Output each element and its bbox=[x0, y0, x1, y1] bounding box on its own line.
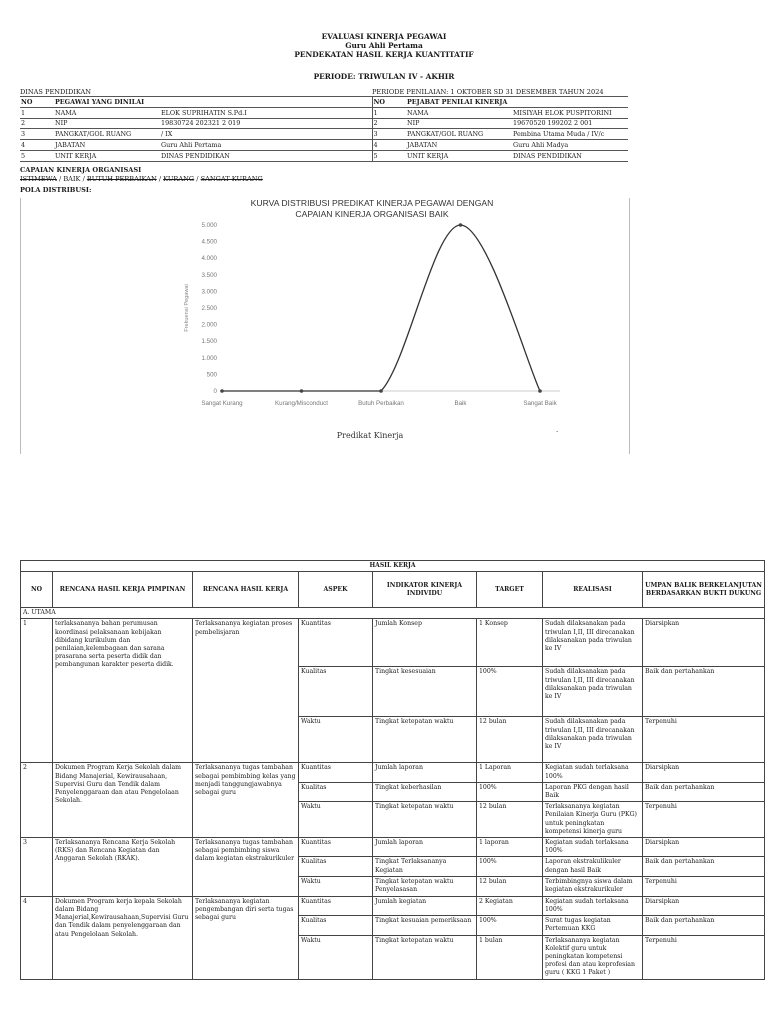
realisasi-cell: Sudah dilaksanakan pada triwulan I,II, III direcanakan dilaksanakan pada triwulan ke IV bbox=[543, 667, 643, 717]
capaian-separator: / bbox=[194, 175, 201, 183]
pegawai-row-label: UNIT KERJA bbox=[54, 150, 160, 161]
pegawai-row-label: JABATAN bbox=[54, 140, 160, 151]
x-tick-label: Kurang/Misconduct bbox=[275, 400, 328, 407]
data-points bbox=[220, 223, 542, 393]
rencana-hasil-kerja-cell: Terlaksananya kegiatan pengembangan diri serta tugas sebagai guru bbox=[193, 896, 299, 979]
penilai-row-value: 19670520 199202 2 001 bbox=[512, 118, 628, 129]
realisasi-cell: Terlaksananya kegiatan Kolektif guru untuk peningkatan kompetensi profesi dan atau keprofesian guru ( KKG 1 Paket ) bbox=[543, 935, 643, 979]
penilai-row-value: Guru Ahli Madya bbox=[512, 140, 628, 151]
indikator-cell: Tingkat ketepatan waktu bbox=[373, 935, 477, 979]
doc-subtitle-pendekatan: PENDEKATAN HASIL KERJA KUANTITATIF bbox=[294, 50, 474, 59]
rencana-pimpinan-cell: Terlaksananya Rencana Kerja Sekolah (RKS) dan Rencana Kegiatan dan Anggaran Sekolah (RKAK). bbox=[53, 838, 193, 897]
umpan-cell: Baik dan pertahankan bbox=[643, 782, 765, 801]
realisasi-cell: Laporan PKG dengan hasil Baik bbox=[543, 782, 643, 801]
realisasi-cell: Sudah dilaksanakan pada triwulan I,II, III direcanakan dilaksanakan pada triwulan ke IV bbox=[543, 619, 643, 667]
target-cell: 100% bbox=[477, 782, 543, 801]
col-header-no: NO bbox=[21, 572, 53, 608]
indikator-cell: Jumlah Konsep bbox=[373, 619, 477, 667]
capaian-sangat-kurang: SANGAT KURANG bbox=[200, 175, 263, 183]
y-tick-label: 4.000 bbox=[201, 255, 217, 263]
pegawai-row-no: 1 bbox=[20, 107, 54, 118]
y-tick-label: 1.000 bbox=[201, 354, 217, 362]
target-cell: 2 Kegiatan bbox=[477, 896, 543, 915]
pegawai-row-value: / IX bbox=[160, 129, 372, 140]
rencana-pimpinan-cell: Dokumen Program kerja kepala Sekolah dalam Bidang Manajerial,Kewirausahaan,Supervisi Guru dan Tendik dalam penyelenggaraan dan atau Pengelolaan Sekolah. bbox=[53, 896, 193, 979]
pegawai-row-label: NIP bbox=[54, 118, 160, 129]
umpan-cell: Terpenuhi bbox=[643, 876, 765, 896]
aspek-cell: Waktu bbox=[299, 935, 373, 979]
target-cell: 100% bbox=[477, 916, 543, 935]
indikator-cell: Tingkat Terlaksananya Kegiatan bbox=[373, 857, 477, 876]
capaian-label: CAPAIAN KINERJA ORGANISASI bbox=[20, 166, 142, 174]
capaian-butuh-perbaikan: BUTUH PERBAIKAN bbox=[86, 175, 157, 183]
umpan-cell: Baik dan pertahankan bbox=[643, 667, 765, 717]
pegawai-row-no: 2 bbox=[20, 118, 54, 129]
umpan-cell: Terpenuhi bbox=[643, 935, 765, 979]
umpan-cell: Baik dan pertahankan bbox=[643, 916, 765, 935]
realisasi-cell: Terbimbingnya siswa dalam kegiatan ekstrakurikuler bbox=[543, 876, 643, 896]
realisasi-cell: Kegiatan sudah terlaksana 100% bbox=[543, 896, 643, 915]
chart-title-line2: CAPAIAN KINERJA ORGANISASI BAIK bbox=[295, 209, 449, 219]
y-axis-label: Frekuensi Pegawai bbox=[184, 284, 190, 332]
data-point bbox=[459, 223, 463, 227]
realisasi-cell: Laporan ekstrakulikuler dengan hasil Baik bbox=[543, 857, 643, 876]
penilai-header: PEJABAT PENILAI KINERJA bbox=[406, 97, 628, 108]
penilai-row-label: NIP bbox=[406, 118, 512, 129]
penilai-row-no: 2 bbox=[372, 118, 406, 129]
target-cell: 100% bbox=[477, 857, 543, 876]
y-tick-label: 3.500 bbox=[201, 271, 217, 279]
aspek-cell: Kualitas bbox=[299, 857, 373, 876]
y-tick-label: 4.500 bbox=[201, 238, 217, 246]
y-tick-label: 0 bbox=[213, 388, 217, 395]
umpan-cell: Baik dan pertahankan bbox=[643, 857, 765, 876]
chart-title-line1: KURVA DISTRIBUSI PREDIKAT KINERJA PEGAWAI DENGAN bbox=[250, 198, 494, 208]
capaian-kurang: KURANG bbox=[163, 175, 195, 183]
pegawai-row-no: 4 bbox=[20, 140, 54, 151]
section-utama: A. UTAMA bbox=[21, 608, 765, 619]
aspek-cell: Kuantitas bbox=[299, 619, 373, 667]
y-tick-label: 2.500 bbox=[201, 305, 217, 312]
umpan-cell: Terpenuhi bbox=[643, 802, 765, 838]
aspek-cell: Kualitas bbox=[299, 667, 373, 717]
table-row bbox=[21, 763, 765, 782]
x-tick-label: Butuh Perbaikan bbox=[358, 400, 404, 407]
col-header-indikator: INDIKATOR KINERJA INDIVIDU bbox=[373, 572, 477, 608]
pegawai-row-value: ELOK SUPRIHATIN S.Pd.I bbox=[160, 107, 372, 118]
data-point bbox=[379, 389, 383, 393]
target-cell: 1 Laporan bbox=[477, 763, 543, 782]
rencana-pimpinan-cell: terlaksananya bahan perumusan koordinasi pelaksanaan kebijakan dibidang kurikulum dan penilaian,kelembagaan dan sarana prasarana serta peserta didik dan pembangunan karakter peserta didik. bbox=[53, 619, 193, 763]
realisasi-cell: Kegiatan sudah terlaksana 100% bbox=[543, 763, 643, 782]
distribution-curve bbox=[222, 225, 540, 391]
rencana-hasil-kerja-cell: Terlaksananya kegiatan proses pembelisjaran bbox=[193, 619, 299, 763]
aspek-cell: Kualitas bbox=[299, 782, 373, 801]
hasil-kerja-title: HASIL KERJA bbox=[21, 561, 765, 572]
indikator-cell: Tingkat ketepatan waktu bbox=[373, 802, 477, 838]
realisasi-cell: Terlaksananya kegiatan Penilaian Kinerja Guru (PKG) untuk peningkatan kompetensi kinerja guru bbox=[543, 802, 643, 838]
penilai-no-header: NO bbox=[372, 97, 406, 108]
umpan-cell: Diarsipkan bbox=[643, 896, 765, 915]
pegawai-no-header: NO bbox=[20, 97, 54, 108]
x-axis bbox=[201, 400, 557, 407]
penilai-row-no: 1 bbox=[372, 107, 406, 118]
penilai-row-value: MISIYAH ELOK PUSPITORINI bbox=[512, 107, 628, 118]
target-cell: 1 Konsep bbox=[477, 619, 543, 667]
indikator-cell: Tingkat ketepatan waktu Penyelasasan bbox=[373, 876, 477, 896]
realisasi-cell: Kegiatan sudah terlaksana 100% bbox=[543, 838, 643, 857]
umpan-cell: Diarsipkan bbox=[643, 838, 765, 857]
aspek-cell: Kuantitas bbox=[299, 838, 373, 857]
penilai-row-label: NAMA bbox=[406, 107, 512, 118]
penilai-row-no: 4 bbox=[372, 140, 406, 151]
pola-distribusi-label: POLA DISTRIBUSI: bbox=[20, 186, 92, 194]
col-header-realisasi: REALISASI bbox=[543, 572, 643, 608]
penilai-row-label: JABATAN bbox=[406, 140, 512, 151]
y-tick-label: 500 bbox=[206, 371, 217, 379]
indikator-cell: Tingkat kesesuaian bbox=[373, 667, 477, 717]
penilai-row-value: Pembina Utama Muda / IV/c bbox=[512, 129, 628, 140]
dinas-label: DINAS PENDIDIKAN bbox=[20, 88, 92, 96]
target-cell: 100% bbox=[477, 667, 543, 717]
rencana-hasil-kerja-cell: Terlaksananya tugas tambahan sebagai pembimbing kelas yang menjadi tanggungjawabnya sebagai guru bbox=[193, 763, 299, 838]
capaian-separator: / bbox=[56, 175, 64, 183]
hasil-kerja-table bbox=[20, 560, 765, 980]
indikator-cell: Tingkat ketepatan waktu bbox=[373, 717, 477, 763]
table-row bbox=[21, 838, 765, 857]
capaian-baik: BAIK bbox=[63, 175, 81, 183]
row-no: 3 bbox=[21, 838, 53, 897]
data-point bbox=[300, 389, 304, 393]
rencana-hasil-kerja-cell: Terlaksananya tugas tambahan sebagai pembimbing siswa dalam kegiatan ekstrakurikuler bbox=[193, 838, 299, 897]
umpan-cell: Terpenuhi bbox=[643, 717, 765, 763]
indikator-cell: Jumlah laporan bbox=[373, 763, 477, 782]
table-row bbox=[21, 896, 765, 915]
row-no: 1 bbox=[21, 619, 53, 763]
capaian-istimewa: ISTIMEWA bbox=[20, 175, 57, 183]
target-cell: 1 laporan bbox=[477, 838, 543, 857]
pegawai-header: PEGAWAI YANG DINILAI bbox=[54, 97, 372, 108]
row-no: 4 bbox=[21, 896, 53, 979]
data-point bbox=[538, 389, 542, 393]
x-tick-label: Sangat Baik bbox=[523, 400, 557, 407]
x-axis-label: Predikat Kinerja bbox=[336, 431, 404, 440]
pegawai-row-no: 5 bbox=[20, 150, 54, 161]
pegawai-row-label: PANGKAT/GOL RUANG bbox=[54, 129, 160, 140]
col-header-aspek: ASPEK bbox=[299, 572, 373, 608]
col-header-rencana-pimpinan: RENCANA HASIL KERJA PIMPINAN bbox=[53, 572, 193, 608]
pegawai-row-value: DINAS PENDIDIKAN bbox=[160, 150, 372, 161]
row-no: 2 bbox=[21, 763, 53, 838]
penilai-row-no: 5 bbox=[372, 150, 406, 161]
aspek-cell: Kuantitas bbox=[299, 763, 373, 782]
doc-subtitle-jabatan: Guru Ahli Pertama bbox=[345, 41, 423, 50]
umpan-cell: Diarsipkan bbox=[643, 763, 765, 782]
pegawai-row-value: Guru Ahli Pertama bbox=[160, 140, 372, 151]
capaian-separator: / bbox=[80, 175, 87, 183]
y-tick-label: 3.000 bbox=[201, 288, 217, 296]
aspek-cell: Kualitas bbox=[299, 916, 373, 935]
pegawai-row-value: 19830724 202321 2 019 bbox=[160, 118, 372, 129]
data-point bbox=[220, 389, 224, 393]
aspek-cell: Waktu bbox=[299, 802, 373, 838]
indikator-cell: Jumlah laporan bbox=[373, 838, 477, 857]
pegawai-row-label: NAMA bbox=[54, 107, 160, 118]
y-tick-label: 1.500 bbox=[201, 338, 217, 346]
rencana-pimpinan-cell: Dokumen Program Kerja Sekolah dalam Bidang Manajerial, Kewirausahaan, Supervisi Guru dan Tendik dalam Penyelenggaraan dan atau Pengelolaan Sekolah. bbox=[53, 763, 193, 838]
indikator-cell: Tingkat keberhasilan bbox=[373, 782, 477, 801]
capaian-separator: / bbox=[156, 175, 164, 183]
aspek-cell: Kuantitas bbox=[299, 896, 373, 915]
periode-penilaian: PERIODE PENILAIAN: 1 OKTOBER SD 31 DESEMBER TAHUN 2024 bbox=[372, 88, 604, 96]
col-header-target: TARGET bbox=[477, 572, 543, 608]
pegawai-row-no: 3 bbox=[20, 129, 54, 140]
aspek-cell: Waktu bbox=[299, 717, 373, 763]
penilai-row-label: UNIT KERJA bbox=[406, 150, 512, 161]
target-cell: 12 bulan bbox=[477, 876, 543, 896]
col-header-rencana: RENCANA HASIL KERJA bbox=[193, 572, 299, 608]
target-cell: 12 bulan bbox=[477, 717, 543, 763]
x-tick-label: Sangat Kurang bbox=[201, 400, 243, 407]
aspek-cell: Waktu bbox=[299, 876, 373, 896]
y-axis bbox=[202, 222, 218, 395]
realisasi-cell: Surat tugas kegiatan Pertemuan KKG bbox=[543, 916, 643, 935]
umpan-cell: Diarsipkan bbox=[643, 619, 765, 667]
y-tick-label: 2.000 bbox=[201, 321, 217, 329]
x-tick-label: Baik bbox=[454, 400, 467, 407]
penilai-row-no: 3 bbox=[372, 129, 406, 140]
indikator-cell: Jumlah kegiatan bbox=[373, 896, 477, 915]
indikator-cell: Tingkat kesuaian pemeriksaan bbox=[373, 916, 477, 935]
y-tick-label: 5.000 bbox=[201, 222, 217, 229]
table-row bbox=[21, 619, 765, 667]
target-cell: 12 bulan bbox=[477, 802, 543, 838]
penilai-row-label: PANGKAT/GOL RUANG bbox=[406, 129, 512, 140]
target-cell: 1 bulan bbox=[477, 935, 543, 979]
doc-periode: PERIODE: TRIWULAN IV - AKHIR bbox=[313, 72, 455, 81]
penilai-row-value: DINAS PENDIDIKAN bbox=[512, 150, 628, 161]
doc-title: EVALUASI KINERJA PEGAWAI bbox=[321, 32, 447, 41]
scan-dot: · bbox=[556, 428, 559, 436]
distribution-chart bbox=[0, 0, 768, 460]
col-header-umpan-balik: UMPAN BALIK BERKELANJUTAN BERDASARKAN BUKTI DUKUNG bbox=[643, 572, 765, 608]
realisasi-cell: Sudah dilaksanakan pada triwulan I,II, III direcanakan dilaksanakan pada triwulan ke IV bbox=[543, 717, 643, 763]
